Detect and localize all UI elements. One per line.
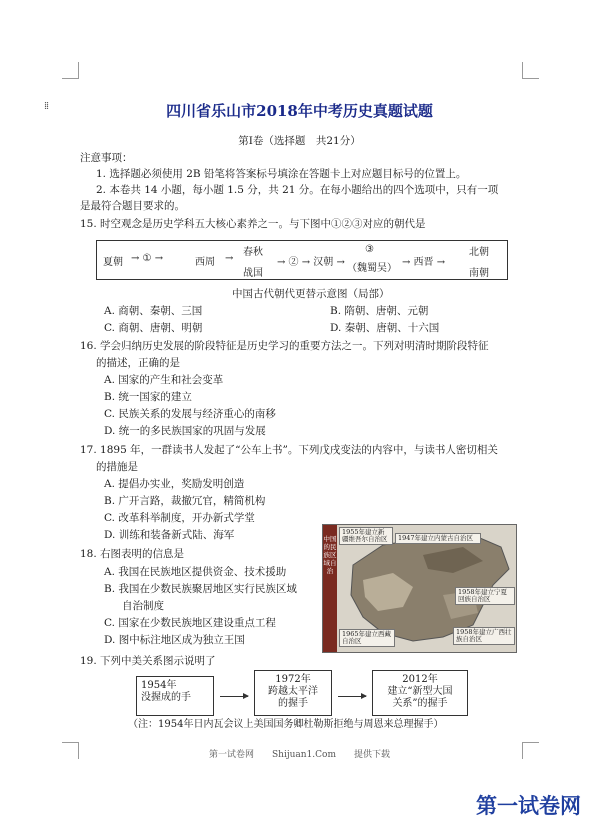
crop-mark-top-left	[62, 62, 79, 79]
option-a[interactable]: A. 国家的产生和社会变革	[104, 374, 224, 386]
option-b-continued: 自治制度	[122, 600, 164, 612]
flow-node-xijin: → 西晋 →	[402, 257, 446, 268]
relation-box-1954	[136, 676, 214, 716]
page-footer: 第一试卷网 Shijuan1.Com 提供下载	[208, 750, 391, 760]
flow-node-weishuwu: （魏蜀吴）	[347, 263, 397, 274]
map-label-ningxia: 1958年建立宁夏回族自治区	[455, 587, 515, 605]
option-d[interactable]: D. 图中标注地区成为独立王国	[104, 634, 245, 646]
question-18-stem: 18. 右图表明的信息是	[80, 548, 185, 560]
notice-line: 2. 本卷共 14 小题，每小题 1.5 分，共 21 分。在每小题给出的四个选项中，只有一项	[96, 184, 499, 196]
autonomous-regions-map	[322, 524, 517, 653]
option-c[interactable]: C. 商朝、唐朝、明朝	[104, 322, 203, 334]
document-title: 四川省乐山市2018年中考历史真题试题	[166, 102, 433, 120]
option-a[interactable]: A. 提倡办实业，奖励发明创造	[104, 478, 245, 490]
box-line: 2012年	[402, 674, 438, 685]
box-line: 建立“新型大国	[387, 686, 453, 697]
flow-arrow: →	[225, 253, 234, 264]
crop-mark-top-right	[522, 62, 539, 79]
drag-handle-icon[interactable]: ⁞⁞	[44, 99, 49, 112]
option-d[interactable]: D. 训练和装备新式陆、海军	[104, 529, 235, 541]
option-c[interactable]: C. 民族关系的发展与经济重心的南移	[104, 408, 276, 420]
site-logo: 第一试卷网	[476, 794, 581, 818]
question-15-stem: 15. 时空观念是历史学科五大核心素养之一。与下图中①②③对应的朝代是	[80, 218, 426, 230]
box-line: 没握成的手	[141, 692, 191, 703]
relation-box-1972	[254, 670, 332, 716]
question-16-stem: 16. 学会归纳历史发展的阶段特征是历史学习的重要方法之一。下列对明清时期阶段特征	[80, 340, 489, 352]
option-c[interactable]: C. 国家在少数民族地区建设重点工程	[104, 617, 276, 629]
notice-line: 1. 选择题必须使用 2B 铅笔将答案标号填涂在答题卡上对应题目标号的位置上。	[96, 168, 467, 180]
box-line: 1972年	[275, 674, 311, 685]
box-line: 关系”的握手	[392, 698, 448, 709]
question-17-stem: 17. 1895 年，一群读书人发起了“公车上书”。下列戊戌变法的内容中，与读书人密切相关	[80, 444, 498, 456]
box-line: 的握手	[278, 698, 308, 709]
option-b[interactable]: B. 我国在少数民族聚居地区实行民族区域	[104, 583, 297, 595]
question-19-stem: 19. 下列中美关系图示说明了	[80, 655, 216, 667]
question-19-note: （注：1954年日内瓦会议上美国国务卿杜勒斯拒绝与周恩来总理握手）	[128, 719, 444, 730]
flow-node-chunqiu: 春秋	[243, 247, 263, 258]
flow-arrow: → ② → 汉朝 →	[277, 257, 345, 268]
option-b[interactable]: B. 广开言路，裁撤冗官，精简机构	[104, 495, 266, 507]
option-c[interactable]: C. 改革科举制度，开办新式学堂	[104, 512, 255, 524]
map-label-guangxi: 1958年建立广西壮族自治区	[453, 627, 515, 645]
option-b[interactable]: B. 统一国家的建立	[104, 391, 192, 403]
option-a[interactable]: A. 商朝、秦朝、三国	[104, 305, 203, 317]
flow-node-xia: 夏朝	[103, 257, 123, 268]
box-line: 跨越太平洋	[268, 686, 318, 697]
arrow-icon	[220, 696, 248, 697]
notice-heading: 注意事项：	[80, 152, 133, 164]
map-label-inner-mongolia: 1947年建立内蒙古自治区	[395, 533, 481, 544]
relation-box-2012	[372, 670, 468, 716]
diagram-caption: 中国古代朝代更替示意图（局部）	[232, 288, 390, 300]
flow-arrow: → ① →	[131, 253, 164, 264]
box-line: 1954年	[141, 680, 177, 691]
flow-node-3: ③	[365, 244, 374, 255]
arrow-icon	[338, 696, 366, 697]
option-a[interactable]: A. 我国在民族地区提供资金、技术援助	[104, 566, 287, 578]
map-label-xinjiang: 1955年建立新疆维吾尔自治区	[339, 527, 393, 545]
flow-node-beichao: 北朝	[469, 247, 489, 258]
option-d[interactable]: D. 秦朝、唐朝、十六国	[330, 322, 440, 334]
question-16-stem: 的描述，正确的是	[96, 357, 180, 369]
flow-node-xizhou: 西周	[195, 257, 215, 268]
section-header: 第Ⅰ卷（选择题 共21分）	[238, 135, 361, 147]
flow-node-nanchao: 南朝	[469, 268, 489, 279]
map-label-tibet: 1965年建立西藏自治区	[339, 629, 395, 647]
flow-node-zhanguo: 战国	[243, 268, 263, 279]
map-side-title: 中国的民族区域自治	[323, 525, 337, 652]
dynasty-flow-diagram	[96, 240, 508, 280]
option-b[interactable]: B. 隋朝、唐朝、元朝	[330, 305, 429, 317]
option-d[interactable]: D. 统一的多民族国家的巩固与发展	[104, 425, 266, 437]
question-17-stem: 的措施是	[96, 461, 138, 473]
notice-line: 是最符合题目要求的。	[80, 200, 185, 212]
